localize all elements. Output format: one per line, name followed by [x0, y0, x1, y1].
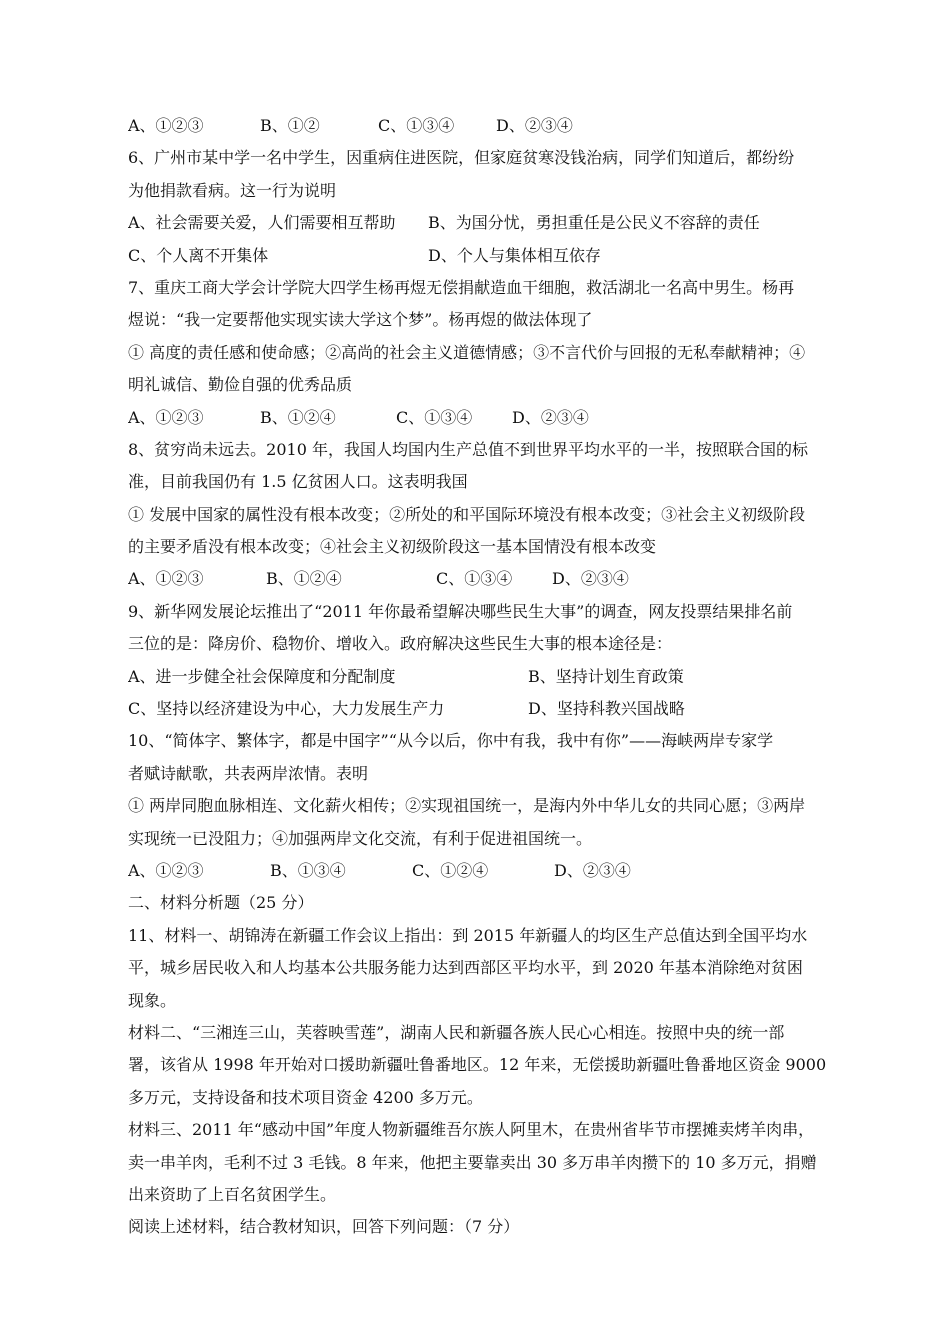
q11-material-1-line-3: 现象。	[128, 990, 177, 1010]
q6-options-row-2	[128, 240, 838, 272]
exam-page	[128, 110, 838, 1244]
q11-material-3-line-3: 出来资助了上百名贫困学生。	[128, 1184, 337, 1204]
q8-option-b: B、①②④	[266, 569, 342, 589]
q11-material-2-line-3: 多万元，支持设备和技术项目资金 4200 多万元。	[128, 1087, 483, 1107]
q8-option-d: D、②③④	[552, 569, 629, 589]
q8-options	[128, 563, 838, 595]
q7-stem-line-1: 7、重庆工商大学会计学院大四学生杨再煜无偿捐献造血干细胞，救活湖北一名高中男生。杨再	[128, 277, 795, 297]
q5-options	[128, 110, 838, 142]
q8-statements-line-1: ① 发展中国家的属性没有根本改变；②所处的和平国际环境没有根本改变；③社会主义初级阶段	[128, 504, 806, 524]
q11-material-3-line-1: 材料三、2011 年“感动中国”年度人物新疆维吾尔族人阿里木，在贵州省毕节市摆摊卖烤羊肉串，	[128, 1120, 815, 1140]
q8-option-a: A、①②③	[128, 569, 204, 589]
q6-option-a: A、社会需要关爱，人们需要相互帮助	[128, 213, 396, 233]
section-2-heading: 二、材料分析题（25 分）	[128, 893, 314, 913]
q5-option-b: B、①②	[260, 116, 320, 135]
q7-option-d: D、②③④	[512, 407, 589, 427]
q6-option-c: C、个人离不开集体	[128, 245, 269, 265]
q10-options	[128, 855, 838, 887]
q6-option-b: B、为国分忧，勇担重任是公民义不容辞的责任	[428, 213, 760, 233]
q11-material-3-line-2: 卖一串羊肉，毛利不过 3 毛钱。8 年来，他把主要靠卖出 30 多万串羊肉攒下的 10 多万元，捐赠	[128, 1152, 817, 1172]
q8-stem-line-2: 准，目前我国仍有 1.5 亿贫困人口。这表明我国	[128, 472, 468, 492]
q5-option-a: A、①②③	[128, 116, 204, 135]
q10-statements-line-1: ① 两岸同胞血脉相连、文化薪火相传；②实现祖国统一，是海内外中华儿女的共同心愿；③两岸	[128, 796, 806, 816]
q8-stem-line-1: 8、贫穷尚未远去。2010 年，我国人均国内生产总值不到世界平均水平的一半，按照联合国的标	[128, 439, 808, 459]
q10-statements-line-2: 实现统一已没阻力；④加强两岸文化交流，有利于促进祖国统一。	[128, 828, 593, 848]
q7-statements-line-1: ① 高度的责任感和使命感；②高尚的社会主义道德情感；③不言代价与回报的无私奉献精神；④	[128, 342, 806, 362]
q9-option-b: B、坚持计划生育政策	[528, 666, 684, 686]
q9-option-c: C、坚持以经济建设为中心，大力发展生产力	[128, 699, 445, 719]
q6-options-row-1	[128, 207, 838, 239]
q11-prompt: 阅读上述材料，结合教材知识，回答下列问题：（7 分）	[128, 1217, 520, 1237]
q7-stem-line-2: 煜说：“我一定要帮他实现实读大学这个梦”。杨再煜的做法体现了	[128, 310, 593, 330]
q10-stem-line-1: 10、“简体字、繁体字，都是中国字”“从今以后，你中有我，我中有你”——海峡两岸专家学	[128, 731, 774, 751]
q10-option-b: B、①③④	[270, 860, 346, 880]
q9-options-row-1	[128, 661, 838, 693]
q8-option-c: C、①③④	[436, 569, 513, 589]
q9-option-d: D、坚持科教兴国战略	[528, 699, 685, 719]
q10-stem-line-2: 者赋诗献歌，共表两岸浓情。表明	[128, 763, 369, 783]
q7-option-a: A、①②③	[128, 407, 204, 427]
q9-stem-line-1: 9、新华网发展论坛推出了“2011 年你最希望解决哪些民生大事”的调查，网友投票结果排名前	[128, 601, 793, 621]
q11-material-2-line-1: 材料二、“三湘连三山，芙蓉映雪莲”，湖南人民和新疆各族人民心心相连。按照中央的统一部	[128, 1022, 785, 1042]
q9-stem-line-2: 三位的是：降房价、稳物价、增收入。政府解决这些民生大事的根本途径是：	[128, 634, 673, 654]
q10-option-a: A、①②③	[128, 860, 204, 880]
q10-option-c: C、①②④	[412, 860, 489, 880]
q9-option-a: A、进一步健全社会保障度和分配制度	[128, 666, 396, 686]
q10-option-d: D、②③④	[554, 860, 631, 880]
q11-material-1-line-1: 11、材料一、胡锦涛在新疆工作会议上指出：到 2015 年新疆人的均区生产总值达到全国平均水	[128, 925, 808, 945]
q7-statements-line-2: 明礼诚信、勤俭自强的优秀品质	[128, 375, 353, 395]
q9-options-row-2	[128, 693, 838, 725]
q11-material-2-line-2: 署，该省从 1998 年开始对口援助新疆吐鲁番地区。12 年来，无偿援助新疆吐鲁番地区资金 9000	[128, 1055, 827, 1075]
q6-stem-line-2: 为他捐款看病。这一行为说明	[128, 180, 337, 200]
q5-option-c: C、①③④	[378, 116, 455, 135]
q7-options	[128, 402, 838, 434]
q5-option-d: D、②③④	[496, 116, 573, 135]
q8-statements-line-2: 的主要矛盾没有根本改变；④社会主义初级阶段这一基本国情没有根本改变	[128, 537, 657, 557]
q6-stem-line-1: 6、广州市某中学一名中学生，因重病住进医院，但家庭贫寒没钱治病，同学们知道后，都纷纷	[128, 148, 795, 168]
q7-option-b: B、①②④	[260, 407, 336, 427]
q6-option-d: D、个人与集体相互依存	[428, 245, 601, 265]
q11-material-1-line-2: 平，城乡居民收入和人均基本公共服务能力达到西部区平均水平，到 2020 年基本消除绝对贫困	[128, 958, 803, 978]
q7-option-c: C、①③④	[396, 407, 473, 427]
